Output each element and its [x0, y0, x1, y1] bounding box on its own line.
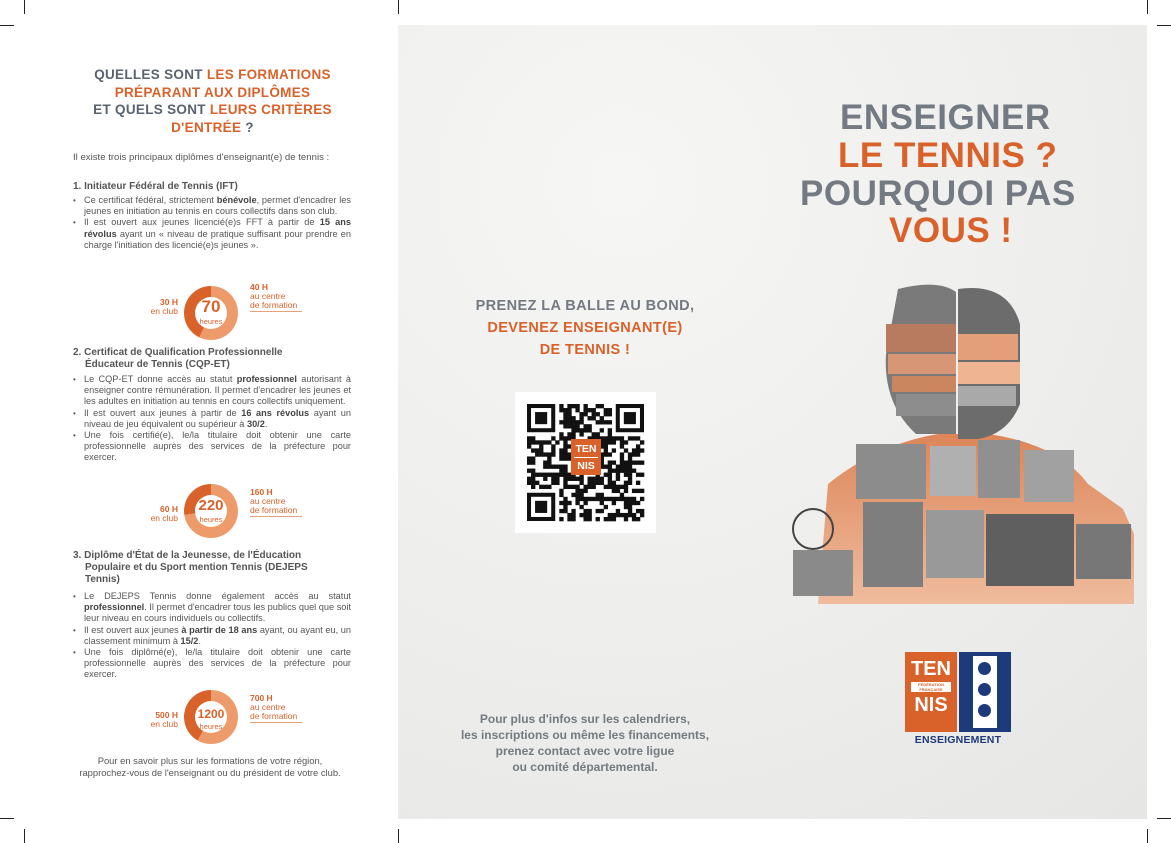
list-item: • Une fois diplômé(e), le/la titulaire doit obtenir une carte professionnelle auprès des services de la préfecture pour exercer. — [73, 647, 351, 681]
donut-club-label: 500 H en club — [150, 710, 178, 729]
donut-centre-label: 40 H au centre de formation — [250, 283, 302, 312]
footer-note: Pour en savoir plus sur les formations de votre région, rapprochez-vous de l'enseignant ou du président de votre club. — [79, 755, 341, 778]
section-cqp-title: 2. Certificat de Qualification Professionnelle Éducateur de Tennis (CQP-ET) — [73, 347, 283, 370]
formations-heading — [60, 66, 360, 136]
donut-club-label: 30 H en club — [150, 297, 178, 316]
section-dejeps-list — [73, 591, 351, 681]
heading-highlight: D'ENTRÉE — [171, 119, 242, 135]
crop-mark — [398, 0, 399, 14]
donut-total: 220 — [198, 497, 224, 514]
people-collage — [788, 284, 1134, 614]
title-line-3: POURQUOI PAS — [800, 174, 1076, 213]
list-item: • Il est ouvert aux jeunes licencié(e)s FFT à partir de 15 ans révolus ayant un « niveau de pratique suffisant pour prendre en charge l'initiation des licencié(e)s jeunes ». — [73, 217, 351, 251]
logo-subtitle: ENSEIGNEMENT — [914, 734, 1002, 746]
section-dejeps-title: 3. Diplôme d'État de la Jeunesse, de l'Éducation Populaire et du Sport mention Tennis (DEJEPS Tennis) — [73, 550, 308, 585]
list-item: • Ce certificat fédéral, strictement bénévole, permet d'encadrer les jeunes en initiation au tennis en cours collectifs dans son club. — [73, 195, 351, 217]
crop-mark — [24, 829, 25, 843]
crop-mark — [398, 829, 399, 843]
donut-total: 70 — [201, 297, 221, 316]
qr-code[interactable] — [515, 392, 656, 533]
crop-mark — [1157, 818, 1171, 819]
logo-orange-block: TEN FÉDÉRATION FRANÇAISE NIS — [905, 652, 957, 732]
donut-unit: heures — [199, 722, 223, 731]
section-ift-title: 1. Initiateur Fédéral de Tennis (IFT) — [73, 181, 238, 192]
tagline: PRENEZ LA BALLE AU BOND, DEVENEZ ENSEIGNANT(E) DE TENNIS ! — [475, 298, 695, 358]
list-item: • Il est ouvert aux jeunes à partir de 18 ans ayant, ou ayant eu, un classement minimum à 15/2. — [73, 625, 351, 647]
donut-centre-label: 160 H au centre de formation — [250, 488, 302, 517]
heading-highlight: LES FORMATIONS — [206, 67, 331, 82]
ball-icon — [978, 704, 991, 717]
title-line-4: VOUS ! — [889, 211, 1013, 250]
collage-image — [788, 284, 1134, 614]
intro-text: Il existe trois principaux diplômes d'enseignant(e) de tennis : — [73, 152, 330, 163]
contact-info: Pour plus d'infos sur les calendriers, les inscriptions ou même les financements, prenez contact avec votre ligue ou comité départemental. — [460, 712, 710, 774]
logo-blue-block — [959, 652, 1011, 732]
list-item: • Le DEJEPS Tennis donne également accès au statut professionnel. Il permet d'encadrer tous les publics quel que soit leur niveau en cours individuels ou collectifs. — [73, 591, 351, 625]
heading-highlight: PRÉPARANT AUX DIPLÔMES — [114, 84, 311, 100]
donut-total: 1200 — [197, 707, 225, 721]
section-cqp-list — [73, 374, 351, 464]
section-ift-list — [73, 195, 351, 251]
hours-donut-cqp — [184, 484, 238, 538]
list-item: • Une fois certifié(e), le/la titulaire doit obtenir une carte professionnelle auprès des services de la préfecture pour exercer. — [73, 430, 351, 464]
crop-mark — [0, 818, 14, 819]
fft-enseignement-logo — [905, 652, 1011, 746]
qr-logo: TEN NIS — [571, 439, 601, 475]
title-line-1: ENSEIGNER — [840, 98, 1051, 137]
heading-text: ? — [241, 119, 254, 135]
hours-donut-ift — [184, 286, 238, 340]
heading-text: QUELLES SONT — [94, 67, 207, 82]
heading-text: ET QUELS SONT — [93, 102, 210, 117]
donut-unit: heures — [199, 515, 223, 524]
donut-club-label: 60 H en club — [150, 504, 178, 523]
crop-mark — [1147, 0, 1148, 14]
ball-icon — [978, 683, 991, 696]
list-item: • Le CQP-ET donne accès au statut professionnel autorisant à enseigner contre rémunération. Il permet d'encadrer les jeunes et les adultes en initiation au tennis en cours collectifs uniquement. — [73, 374, 351, 408]
crop-mark — [0, 25, 14, 26]
heading-highlight: LEURS CRITÈRES — [209, 102, 332, 117]
list-item: • Il est ouvert aux jeunes à partir de 16 ans révolus ayant un niveau de jeu équivalent ou supérieur à 30/2. — [73, 408, 351, 430]
donut-centre-label: 700 H au centre de formation — [250, 694, 302, 723]
ball-icon — [978, 662, 991, 675]
title-line-2: LE TENNIS ? — [838, 136, 1058, 175]
hours-donut-dejeps — [184, 690, 238, 744]
crop-mark — [1147, 829, 1148, 843]
crop-mark — [1157, 25, 1171, 26]
donut-unit: heures — [199, 317, 223, 326]
crop-mark — [24, 0, 25, 14]
